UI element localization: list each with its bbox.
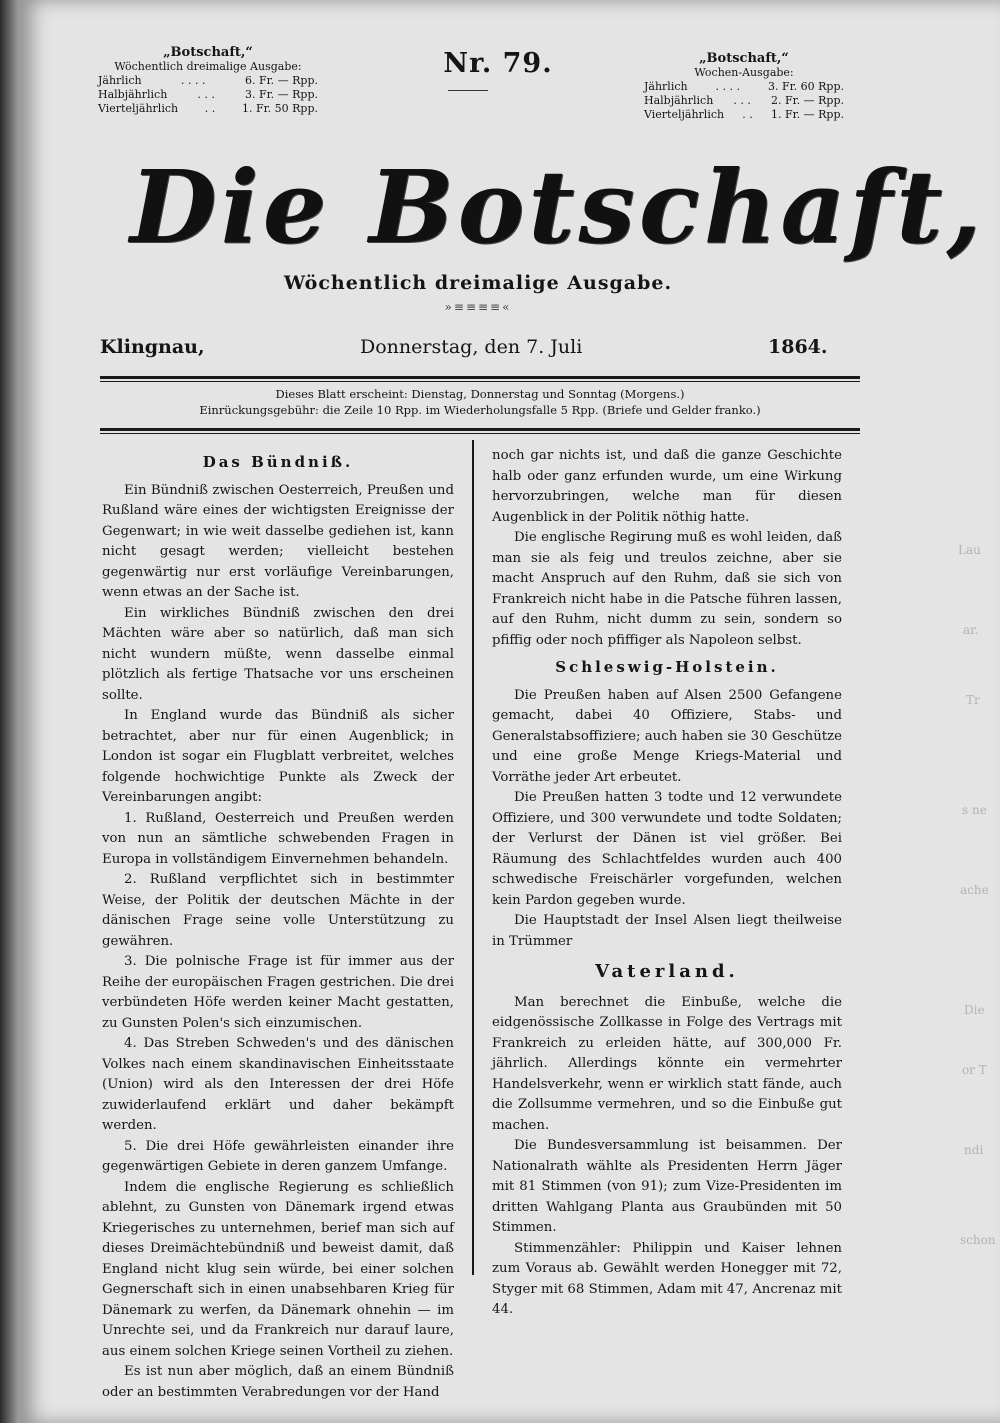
margin-fragment: s ne — [962, 803, 987, 817]
list-item: 3. Die polnische Frage ist für immer aus der Reihe der europäischen Fragen gestrichen. Die drei verbündeten Höfe werden keiner Macht gestatten, zu Gunsten Polen's sich einzumischen. — [102, 954, 454, 1031]
paragraph: In England wurde das Bündniß als sicher betrachtet, aber nur für einen Augenblick; in London ist sogar ein Flugblatt verbreitet, welches folgende hochwichtige Punkte als Zweck der Vereinbarungen angibt: — [102, 708, 454, 805]
box-subheading: Wochen-Ausgabe: — [694, 66, 794, 79]
price-row: Vierteljährlich . . 1. Fr. 50 Rpp. — [98, 102, 318, 115]
box-heading: „Botschaft,“ — [699, 51, 789, 66]
top-rule-thin — [100, 381, 860, 382]
price-row: Halbjährlich . . . 2. Fr. — Rpp. — [644, 94, 844, 107]
paragraph-continuation: noch gar nichts ist, und daß die ganze Geschichte halb oder ganz erfunden wurde, um eine Wirkung hervorzubringen, welche man für diesen Augenblick in der Politik nöthig hatte. — [492, 448, 842, 525]
left-column — [102, 446, 454, 1403]
notice-fees: Einrückungsgebühr: die Zeile 10 Rpp. im Wiederholungsfalle 5 Rpp. (Briefe und Gelder franko.) — [199, 403, 761, 417]
list-item: 2. Rußland verpflichtet sich in bestimmter Weise, der Politik der deutschen Mächte in der dänischen Frage seine volle Unterstützung zu gewähren. — [102, 872, 454, 949]
margin-fragment: or T — [962, 1063, 987, 1077]
box-heading: „Botschaft,“ — [163, 45, 253, 60]
margin-fragment: ar. — [963, 623, 979, 637]
issue-rule — [448, 90, 488, 91]
margin-fragment: schon — [960, 1233, 996, 1247]
paragraph: Ein Bündniß zwischen Oesterreich, Preußen und Rußland wäre eines der wichtigsten Ereignisse der Gegenwart; in wie weit dasselbe gediehen ist, kann nicht gesagt werden; vielleicht bestehen gegenwärtig nur erst vorläufige Vereinbarungen, wenn etwas an der Sache ist. — [102, 482, 454, 600]
paragraph: Indem die englische Regierung es schließlich ablehnt, zu Gunsten von Dänemark irgend etwas Kriegerisches zu unternehmen, berief man sich auf dieses Dreimächtebündniß und beweist damit, daß England nicht klug sein würde, bei einer solchen Gegnerschaft sich in einen unabsehbaren Krieg für Dänemark zu werfen, da Dänemark ohnehin — im Unrechte sei, und da Frankreich nur darauf laure, aus einem solchen Kriege seinen Vortheil zu ziehen. — [102, 1179, 454, 1359]
publication-notice — [100, 386, 860, 418]
list-item: 5. Die drei Höfe gewährleisten einander ihre gegenwärtigen Gebiete in deren ganzem Umfange. — [102, 1138, 454, 1174]
bottom-rule-thin — [100, 433, 860, 434]
paragraph: Ein wirkliches Bündniß zwischen den drei Mächten wäre aber so natürlich, daß man sich nicht wundern müßte, wenn dasselbe einmal plötzlich als fertige Thatsache vor uns erscheinen sollte. — [102, 605, 454, 703]
paragraph: Die Bundesversammlung ist beisammen. Der Nationalrath wählte als Presidenten Herrn Jäger mit 81 Stimmen (von 91); zum Vize-Presidenten im dritten Wahlgang Planta aus Graubünden mit 50 Stimmen. — [492, 1138, 842, 1235]
paragraph: Man berechnet die Einbuße, welche die eidgenössische Zollkasse in Folge des Vertrags mit Frankreich zu erleiden hätte, auf 300,000 Fr. jährlich. Allerdings könnte ein vermehrter Handelsverkehr, wenn er wirklich statt fände, auch die Zollsumme vermehren, und so die Einbuße gut machen. — [492, 994, 842, 1133]
list-item: 4. Das Streben Schweden's und des dänischen Volkes nach einem skandinavischen Einheitsstaate (Union) wird als den Interessen der drei Höfe zuwiderlaufend erklärt und daher bekämpft werden. — [102, 1036, 454, 1133]
margin-fragment: Die — [964, 1003, 985, 1017]
subscription-box-left — [98, 46, 318, 116]
section-heading-schleswig: Schleswig-Holstein. — [555, 658, 779, 676]
margin-fragment: Tr — [966, 693, 980, 707]
binding-edge — [0, 0, 18, 1423]
subscription-box-right — [644, 52, 844, 122]
paragraph: Stimmenzähler: Philippin und Kaiser lehnen zum Voraus ab. Gewählt werden Honegger mit 72, Styger mit 68 Stimmen, Adam mit 47, Ancrenaz mit 44. — [492, 1240, 842, 1317]
newspaper-title: Die Botschaft, — [130, 148, 986, 266]
paragraph: Die Preußen haben auf Alsen 2500 Gefangene gemacht, dabei 40 Offiziere, Stabs- und Generalstabsoffiziere; auch haben sie 30 Geschütze und eine große Menge Kriegs-Material und Vorräthe jeder Art erbeutet. — [492, 687, 842, 785]
price-row: Jährlich . . . . 3. Fr. 60 Rpp. — [644, 80, 844, 93]
notice-schedule: Dieses Blatt erscheint: Dienstag, Donnerstag und Sonntag (Morgens.) — [275, 387, 685, 401]
list-item: 1. Rußland, Oesterreich und Preußen werden von nun an sämtliche schwebenden Fragen in Europa in vollständigem Einvernehmen behandeln. — [102, 810, 454, 867]
top-rule — [100, 376, 860, 379]
paragraph: Die Hauptstadt der Insel Alsen liegt theilweise in Trümmer — [492, 913, 842, 949]
box-subheading: Wöchentlich dreimalige Ausgabe: — [114, 60, 302, 73]
newspaper-subtitle: Wöchentlich dreimalige Ausgabe. — [283, 272, 673, 294]
column-divider — [472, 440, 474, 1275]
margin-fragment: Lau — [958, 543, 981, 557]
right-column — [492, 446, 842, 1321]
bottom-rule — [100, 428, 860, 431]
price-row: Jährlich . . . . 6. Fr. — Rpp. — [98, 74, 318, 87]
newspaper-page — [18, 0, 1000, 1423]
section-heading-vaterland: Vaterland. — [595, 961, 739, 982]
issue-date: Donnerstag, den 7. Juli — [360, 336, 583, 358]
ornament-divider: »≡≡≡≡« — [444, 300, 512, 314]
issue-number: Nr. 79. — [443, 48, 553, 79]
place-name: Klingnau, — [100, 336, 205, 358]
paragraph: Es ist nun aber möglich, daß an einem Bündniß oder an bestimmten Verabredungen vor der Hand — [102, 1364, 454, 1400]
paragraph: Die Preußen hatten 3 todte und 12 verwundete Offiziere, und 300 verwundete und todte Soldaten; der Verlurst der Dänen ist viel größer. Bei Räumung des Schlachtfeldes wurden auch 400 schwedische Freischärler vorgefunden, welchen kein Pardon gegeben wurde. — [492, 790, 842, 908]
article-heading: Das Bündniß. — [202, 453, 354, 471]
issue-year: 1864. — [768, 336, 828, 358]
margin-fragment: ndi — [964, 1143, 984, 1157]
margin-fragment: ache — [960, 883, 989, 897]
price-row: Vierteljährlich . . 1. Fr. — Rpp. — [644, 108, 844, 121]
price-row: Halbjährlich . . . 3. Fr. — Rpp. — [98, 88, 318, 101]
paragraph: Die englische Regirung muß es wohl leiden, daß man sie als feig und treulos zeichne, aber sie macht Anspruch auf den Ruhm, daß sie sich von Frankreich nicht habe in die Patsche führen lassen, auf den Ruhm, nicht dumm zu sein, sondern so pfiffig oder noch pfiffiger als Napoleon selbst. — [492, 530, 842, 648]
